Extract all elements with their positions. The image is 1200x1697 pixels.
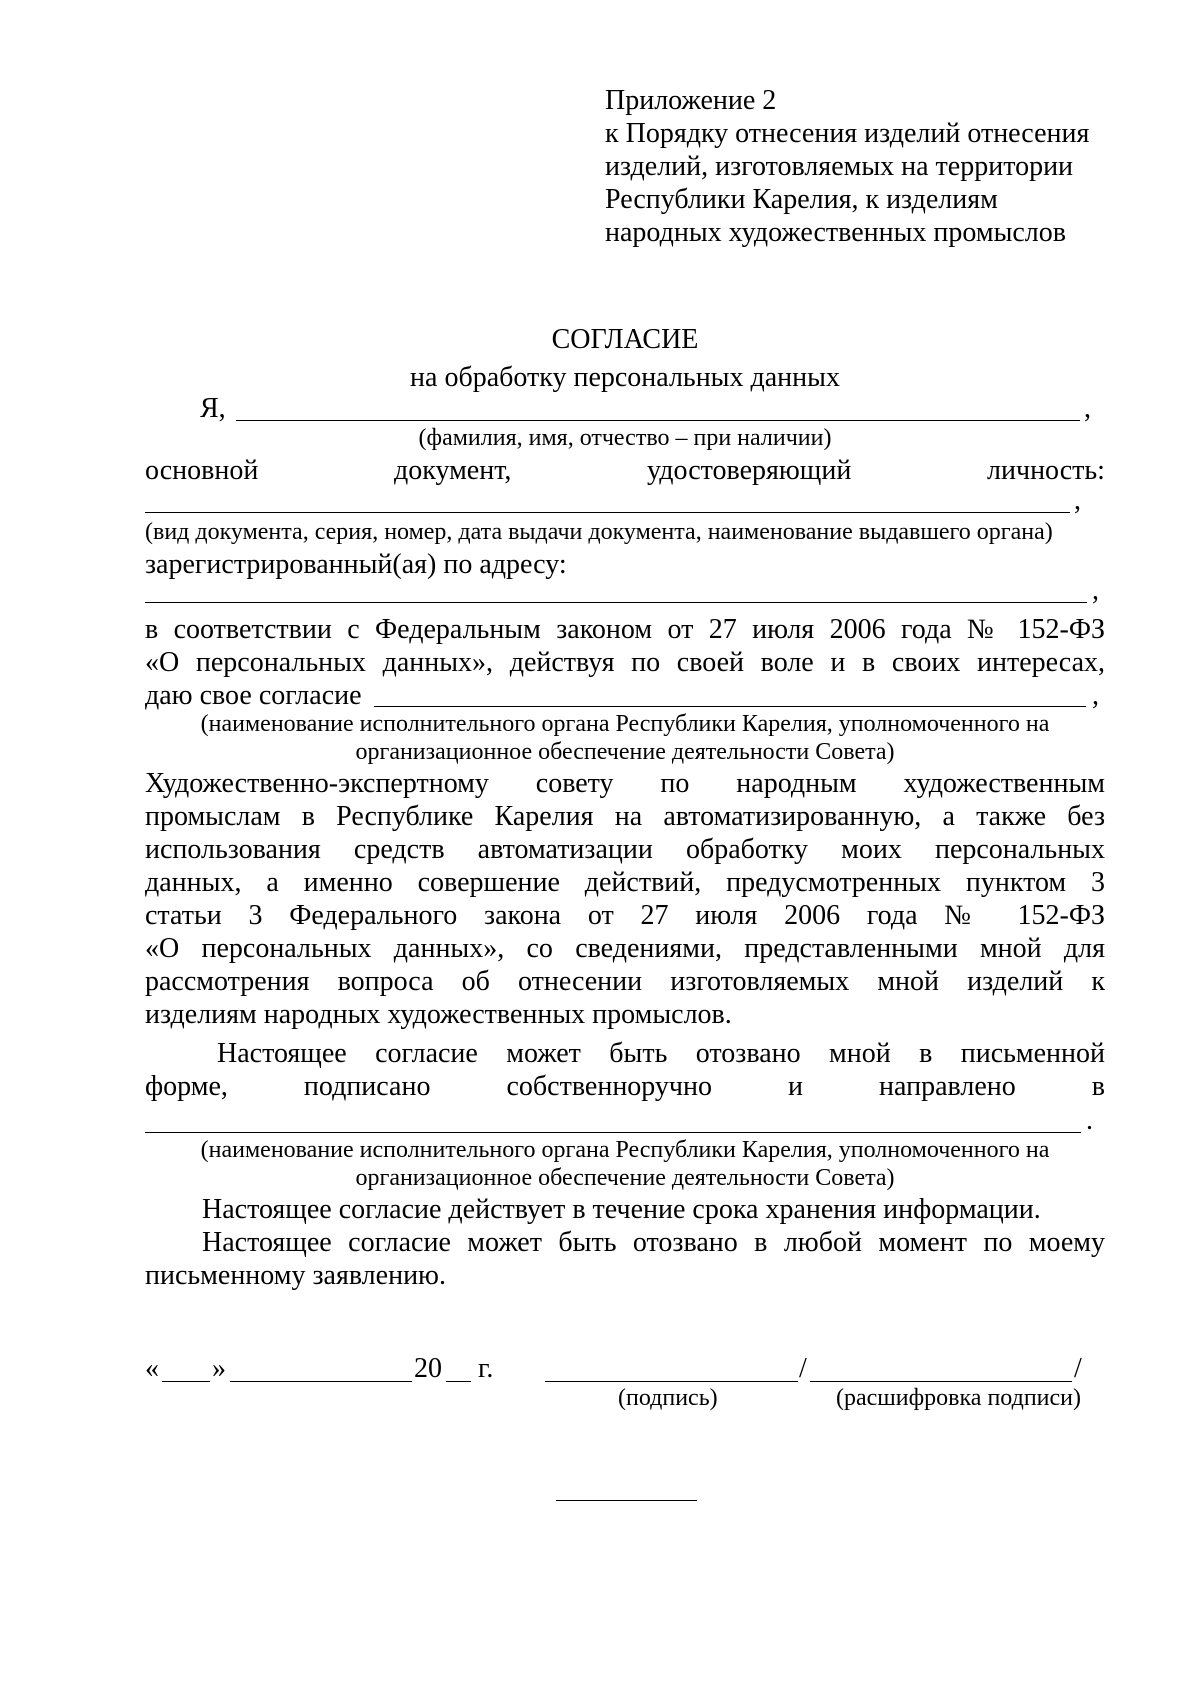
revocation-organ-field-line[interactable] [145,1132,1081,1133]
paragraph-line: использования средств автоматизации обработку моих персональных [145,834,1105,865]
revocation-suffix: . [1086,1105,1093,1136]
document-word: удостоверяющий [647,455,852,486]
fio-suffix: , [1084,393,1091,424]
paragraph-line: данных, а именно совершение действий, предусмотренных пунктом 3 [145,867,1105,898]
signature-decode-field-line[interactable] [810,1381,1072,1382]
signature-field-line[interactable] [545,1381,798,1382]
address-label: зарегистрированный(ая) по адресу: [145,549,567,580]
month-field-line[interactable] [230,1381,412,1382]
appendix-line: Приложение 2 [605,85,777,116]
withdraw-line: письменному заявлению. [145,1260,446,1291]
withdraw-line: Настоящее согласие может быть отозвано в любой момент по моему [202,1227,1105,1258]
signature-decode-caption: (расшифровка подписи) [836,1385,1081,1411]
document-suffix: , [1074,485,1081,516]
appendix-line: народных художественных промыслов [605,217,1067,248]
paragraph-line: статьи 3 Федерального закона от 27 июля 2006 года № 152-ФЗ [145,900,1105,931]
document-subtitle: на обработку персональных данных [410,362,840,393]
consent-organ-field-line[interactable] [374,706,1086,707]
revocation-line: Настоящее согласие может быть отозвано мной в письменной [217,1038,1105,1069]
document-words [145,454,1105,488]
date-close-quote: » [212,1353,226,1384]
appendix-header [605,84,1089,249]
revocation-line: форме, подписано собственноручно и направлено в [145,1071,1105,1102]
paragraph-line: изделиям народных художественных промыслов. [145,999,732,1030]
closing-separator [556,1500,697,1501]
appendix-line: к Порядку отнесения изделий отнесения [605,118,1090,149]
day-field-line[interactable] [162,1381,210,1382]
signature-slash: / [799,1353,807,1384]
validity-text: Настоящее согласие действует в течение срока хранения информации. [202,1194,1041,1225]
year-suffix: г. [478,1353,494,1384]
paragraph-line: Художественно-экспертному совету по народным художественным [145,768,1105,799]
fio-field-line[interactable] [236,420,1080,421]
consent-line: в соответствии с Федеральным законом от 27 июля 2006 года № 152-ФЗ [145,614,1105,645]
fio-caption: (фамилия, имя, отчество – при наличии) [418,425,832,451]
revocation-caption: (наименование исполнительного органа Республики Карелия, уполномоченного на [200,1137,1050,1163]
paragraph-line: промыслам в Республике Карелия на автоматизированную, а также без [145,801,1105,832]
consent-caption: (наименование исполнительного органа Республики Карелия, уполномоченного на [200,711,1050,737]
consent-prefix: даю свое согласие [145,680,362,711]
document-word: личность: [987,455,1105,486]
appendix-line: изделий, изготовляемых на территории [605,151,1074,182]
consent-suffix: , [1092,680,1099,711]
consent-caption: организационное обеспечение деятельности Совета) [355,739,895,765]
document-field-line[interactable] [145,512,1070,513]
signature-caption: (подпись) [618,1385,718,1411]
document-word: основной [145,455,259,486]
date-open-quote: « [145,1353,159,1384]
document-caption: (вид документа, серия, номер, дата выдачи документа, наименование выдавшего органа) [145,519,1053,545]
paragraph-line: рассмотрения вопроса об отнесении изготовляемых мной изделий к [145,966,1105,997]
document-title: СОГЛАСИЕ [551,324,699,355]
paragraph-line: «О персональных данных», со сведениями, представленными мной для [145,933,1105,964]
address-suffix: , [1092,575,1099,606]
fio-prefix: Я, [200,393,226,424]
address-field-line[interactable] [145,602,1087,603]
year-prefix: 20 [414,1353,442,1384]
signature-slash: / [1074,1353,1082,1384]
consent-line: «О персональных данных», действуя по своей воле и в своих интересах, [145,647,1105,678]
year-field-line[interactable] [446,1381,471,1382]
appendix-line: Республики Карелия, к изделиям [605,184,998,215]
revocation-caption: организационное обеспечение деятельности Совета) [355,1165,895,1191]
document-word: документ, [394,455,512,486]
